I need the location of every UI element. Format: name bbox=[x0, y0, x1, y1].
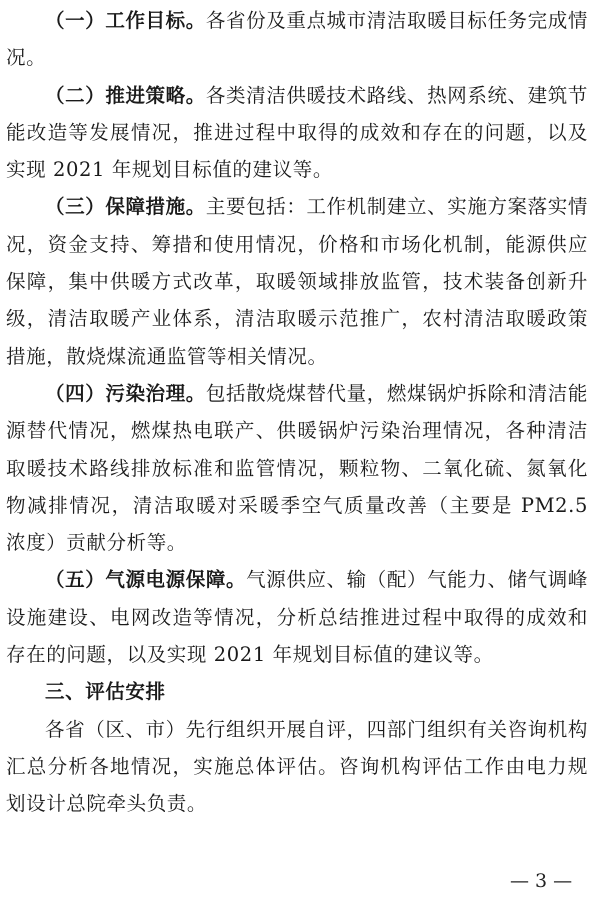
paragraph-work-goals bbox=[6, 2, 588, 77]
paragraph-pollution-control bbox=[6, 375, 588, 561]
paragraph-lead: （五）气源电源保障。 bbox=[45, 568, 247, 592]
paragraph-evaluation-arrangement bbox=[6, 711, 588, 823]
paragraph-text: 各类清洁供暖技术路线、热网系统、建筑节能改造等发展情况，推进过程中取得的成效和存在的问题，以及实现 2021 年规划目标值的建议等。 bbox=[6, 83, 588, 182]
paragraph-text: 各省（区、市）先行组织开展自评，四部门组织有关咨询机构汇总分析各地情况，实施总体评估。咨询机构评估工作由电力规划设计总院牵头负责。 bbox=[6, 717, 588, 816]
section-heading: 三、评估安排 bbox=[45, 680, 166, 704]
paragraph-text: 主要包括：工作机制建立、实施方案落实情况，资金支持、筹措和使用情况，价格和市场化机制，能源供应保障，集中供暖方式改革，取暖领域排放监管，技术装备创新升级，清洁取暖产业体系，清洁取暖示范推广，农村清洁取暖政策措施，散烧煤流通监管等相关情况。 bbox=[6, 195, 588, 368]
paragraph-lead: （三）保障措施。 bbox=[45, 195, 206, 219]
paragraph-text: 各省份及重点城市清洁取暖目标任务完成情况。 bbox=[6, 9, 588, 70]
paragraph-lead: （一）工作目标。 bbox=[45, 9, 206, 32]
paragraph-text: 气源供应、输（配）气能力、储气调峰设施建设、电网改造等情况，分析总结推进过程中取得的成效和存在的问题，以及实现 2021 年规划目标值的建议等。 bbox=[6, 568, 588, 667]
body-text bbox=[6, 2, 588, 823]
paragraph-lead: （四）污染治理。 bbox=[45, 381, 206, 405]
paragraph-gas-power-supply bbox=[6, 561, 588, 673]
paragraph-safeguards bbox=[6, 188, 588, 374]
paragraph-lead: （二）推进策略。 bbox=[45, 83, 206, 107]
paragraph-strategy bbox=[6, 77, 588, 189]
page-number: — 3 — bbox=[510, 870, 573, 892]
paragraph-text: 包括散烧煤替代量，燃煤锅炉拆除和清洁能源替代情况，燃煤热电联产、供暖锅炉污染治理情况，各种清洁取暖技术路线排放标准和监管情况，颗粒物、二氧化硫、氮氧化物减排情况，清洁取暖对采暖季空气质量改善（主要是 PM2.5 浓度）贡献分析等。 bbox=[6, 381, 588, 555]
